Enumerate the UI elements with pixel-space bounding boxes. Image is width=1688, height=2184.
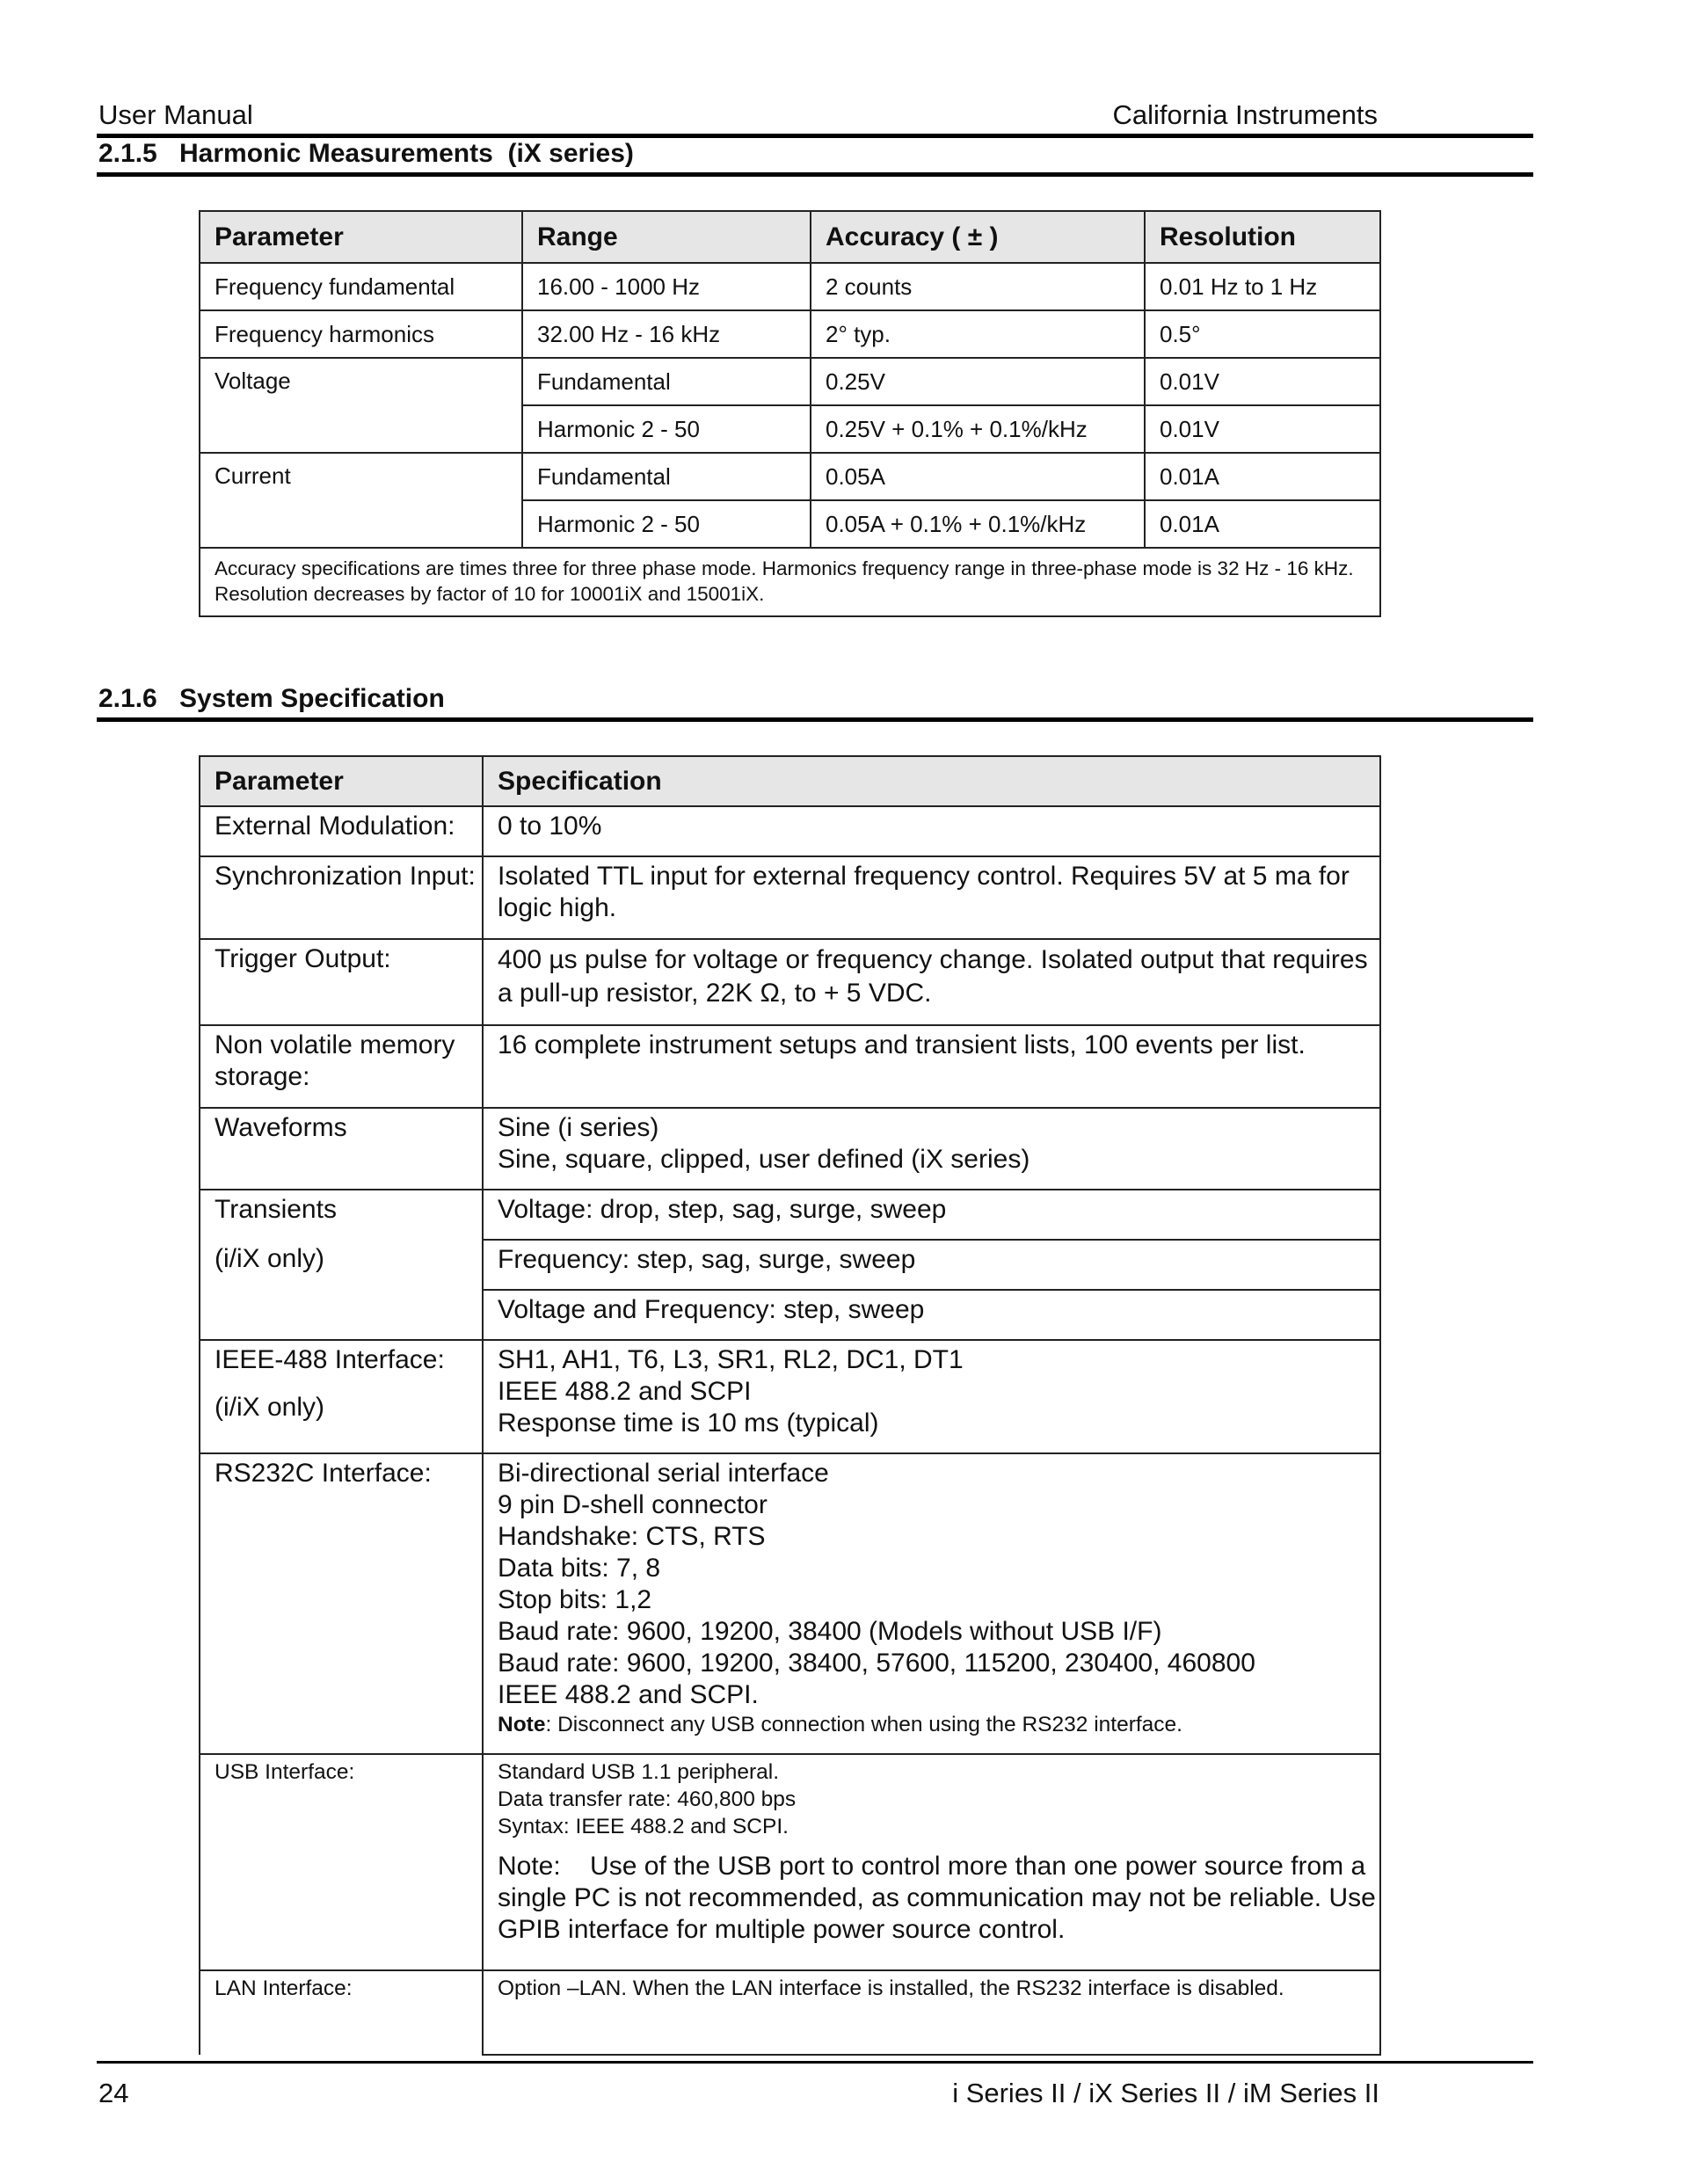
- spec-line: IEEE 488.2 and SCPI.: [498, 1680, 759, 1709]
- cell-spec: Voltage: drop, step, sag, surge, sweep: [483, 1190, 1380, 1240]
- cell-parameter: External Modulation:: [200, 806, 483, 856]
- spec-line: Bi-directional serial interface: [498, 1459, 829, 1488]
- cell-spec: 400 µs pulse for voltage or frequency change. Isolated output that requires a pull-up resistor, 22K Ω, to + 5 VDC.: [483, 939, 1380, 1025]
- table-row: [200, 806, 1380, 856]
- cell-spec: [483, 1754, 1384, 1970]
- cell-accuracy: 0.05A + 0.1% + 0.1%/kHz: [811, 500, 1145, 548]
- section-rule: [97, 172, 1533, 177]
- cell-parameter: Frequency harmonics: [200, 310, 522, 358]
- column-header: Range: [522, 211, 811, 263]
- cell-parameter: LAN Interface:: [200, 1970, 483, 2055]
- cell-resolution: 0.01A: [1145, 453, 1380, 500]
- column-header: Specification: [483, 756, 1380, 806]
- spec-line: 9 pin D-shell connector: [498, 1490, 768, 1519]
- cell-accuracy: 0.25V: [811, 358, 1145, 405]
- system-specification-table: [199, 755, 1384, 2056]
- spec-line: Standard USB 1.1 peripheral.: [498, 1760, 780, 1784]
- table-row: [200, 856, 1380, 939]
- cell-spec: 0 to 10%: [483, 806, 1380, 856]
- header-rule: [97, 134, 1533, 138]
- cell-spec: [483, 1340, 1380, 1453]
- column-header: Parameter: [200, 756, 483, 806]
- cell-parameter: Trigger Output:: [200, 939, 483, 1025]
- table-row: [200, 939, 1380, 1025]
- cell-parameter: Current: [200, 453, 522, 548]
- cell-range: Harmonic 2 - 50: [522, 500, 811, 548]
- table-row: [200, 358, 1380, 405]
- table-row: [200, 1453, 1380, 1754]
- cell-spec: Voltage and Frequency: step, sweep: [483, 1290, 1380, 1340]
- cell-parameter: Synchronization Input:: [200, 856, 483, 939]
- spec-line: Stop bits: 1,2: [498, 1585, 652, 1614]
- section-heading-harmonic: [98, 139, 634, 169]
- usb-note: Note: Use of the USB port to control more than one power source from a single PC is not recommended, as communication may not be reliable. Use GPIB interface for multiple power source control.: [498, 1852, 1384, 1944]
- column-header: Accuracy ( ± ): [811, 211, 1145, 263]
- cell-parameter: Waveforms: [200, 1108, 483, 1190]
- cell-parameter: [200, 1340, 483, 1453]
- cell-resolution: 0.01 Hz to 1 Hz: [1145, 263, 1380, 310]
- note-text: : Disconnect any USB connection when using the RS232 interface.: [545, 1713, 1182, 1736]
- cell-accuracy: 0.05A: [811, 453, 1145, 500]
- cell-parameter: Voltage: [200, 358, 522, 453]
- param-qualifier: (i/iX only): [215, 1244, 325, 1273]
- table-row: [200, 1025, 1380, 1108]
- column-header: Parameter: [200, 211, 522, 263]
- cell-spec: 16 complete instrument setups and transient lists, 100 events per list.: [483, 1025, 1380, 1108]
- cell-parameter: USB Interface:: [200, 1754, 483, 1970]
- cell-parameter: [200, 1190, 483, 1340]
- running-header-left: User Manual: [98, 99, 253, 130]
- cell-parameter: Non volatile memory storage:: [200, 1025, 483, 1108]
- spec-line: Baud rate: 9600, 19200, 38400, 57600, 115200, 230400, 460800: [498, 1649, 1255, 1678]
- cell-range: 16.00 - 1000 Hz: [522, 263, 811, 310]
- cell-spec: [483, 1453, 1380, 1754]
- table-row: [200, 263, 1380, 310]
- param-qualifier: (i/iX only): [215, 1393, 325, 1422]
- table-row: [200, 1190, 1380, 1240]
- footer-rule: [97, 2061, 1533, 2064]
- running-header-right: California Instruments: [1112, 99, 1378, 130]
- table-header-row: [200, 211, 1380, 263]
- table-row: [200, 310, 1380, 358]
- spec-line: Data transfer rate: 460,800 bps: [498, 1787, 797, 1811]
- note-label: Note: [498, 1713, 546, 1736]
- cell-parameter: RS232C Interface:: [200, 1453, 483, 1754]
- cell-accuracy: 2 counts: [811, 263, 1145, 310]
- spec-line: Baud rate: 9600, 19200, 38400 (Models without USB I/F): [498, 1617, 1162, 1646]
- cell-accuracy: 0.25V + 0.1% + 0.1%/kHz: [811, 405, 1145, 453]
- cell-resolution: 0.01V: [1145, 405, 1380, 453]
- cell-spec: [483, 1108, 1380, 1190]
- param-label: IEEE-488 Interface:: [215, 1345, 445, 1374]
- section-rule: [97, 717, 1533, 722]
- table-footnote: Accuracy specifications are times three for three phase mode. Harmonics frequency range in three-phase mode is 32 Hz - 16 kHz. Resolution decreases by factor of 10 for 10001iX and 15001iX.: [200, 548, 1380, 616]
- spec-line: Response time is 10 ms (typical): [498, 1409, 879, 1438]
- section-title: Harmonic Measurements (iX series): [179, 139, 634, 168]
- spec-line: Syntax: IEEE 488.2 and SCPI.: [498, 1815, 789, 1838]
- table-row: [200, 1340, 1380, 1453]
- cell-range: Fundamental: [522, 453, 811, 500]
- spec-line: Sine (i series): [498, 1113, 659, 1142]
- column-header: Resolution: [1145, 211, 1380, 263]
- spec-line: SH1, AH1, T6, L3, SR1, RL2, DC1, DT1: [498, 1345, 964, 1374]
- section-number: 2.1.6: [98, 684, 157, 713]
- harmonic-measurements-table: [199, 210, 1381, 617]
- spec-line: IEEE 488.2 and SCPI: [498, 1377, 752, 1406]
- spec-line: Data bits: 7, 8: [498, 1554, 661, 1583]
- param-label: Transients: [215, 1195, 337, 1224]
- section-heading-system: [98, 684, 445, 714]
- cell-parameter: Frequency fundamental: [200, 263, 522, 310]
- spec-line: Handshake: CTS, RTS: [498, 1522, 766, 1551]
- footer-series: i Series II / iX Series II / iM Series II: [952, 2078, 1379, 2108]
- cell-spec: Frequency: step, sag, surge, sweep: [483, 1240, 1380, 1290]
- table-row: [200, 453, 1380, 500]
- cell-accuracy: 2° typ.: [811, 310, 1145, 358]
- cell-resolution: 0.01A: [1145, 500, 1380, 548]
- table-row: [200, 1108, 1380, 1190]
- cell-resolution: 0.5°: [1145, 310, 1380, 358]
- table-header-row: [200, 756, 1380, 806]
- section-number: 2.1.5: [98, 139, 157, 168]
- page-number: 24: [98, 2078, 129, 2108]
- cell-range: 32.00 Hz - 16 kHz: [522, 310, 811, 358]
- cell-range: Harmonic 2 - 50: [522, 405, 811, 453]
- table-footnote-row: [200, 548, 1380, 616]
- cell-spec: Option –LAN. When the LAN interface is installed, the RS232 interface is disabled.: [483, 1970, 1380, 2055]
- section-title: System Specification: [179, 684, 445, 713]
- cell-range: Fundamental: [522, 358, 811, 405]
- cell-spec: Isolated TTL input for external frequency control. Requires 5V at 5 ma for logic high.: [483, 856, 1380, 939]
- table-row: [200, 1754, 1380, 1970]
- table-row: [200, 1970, 1380, 2055]
- cell-resolution: 0.01V: [1145, 358, 1380, 405]
- spec-line: Sine, square, clipped, user defined (iX series): [498, 1145, 1030, 1174]
- rs232-note: [498, 1711, 1379, 1738]
